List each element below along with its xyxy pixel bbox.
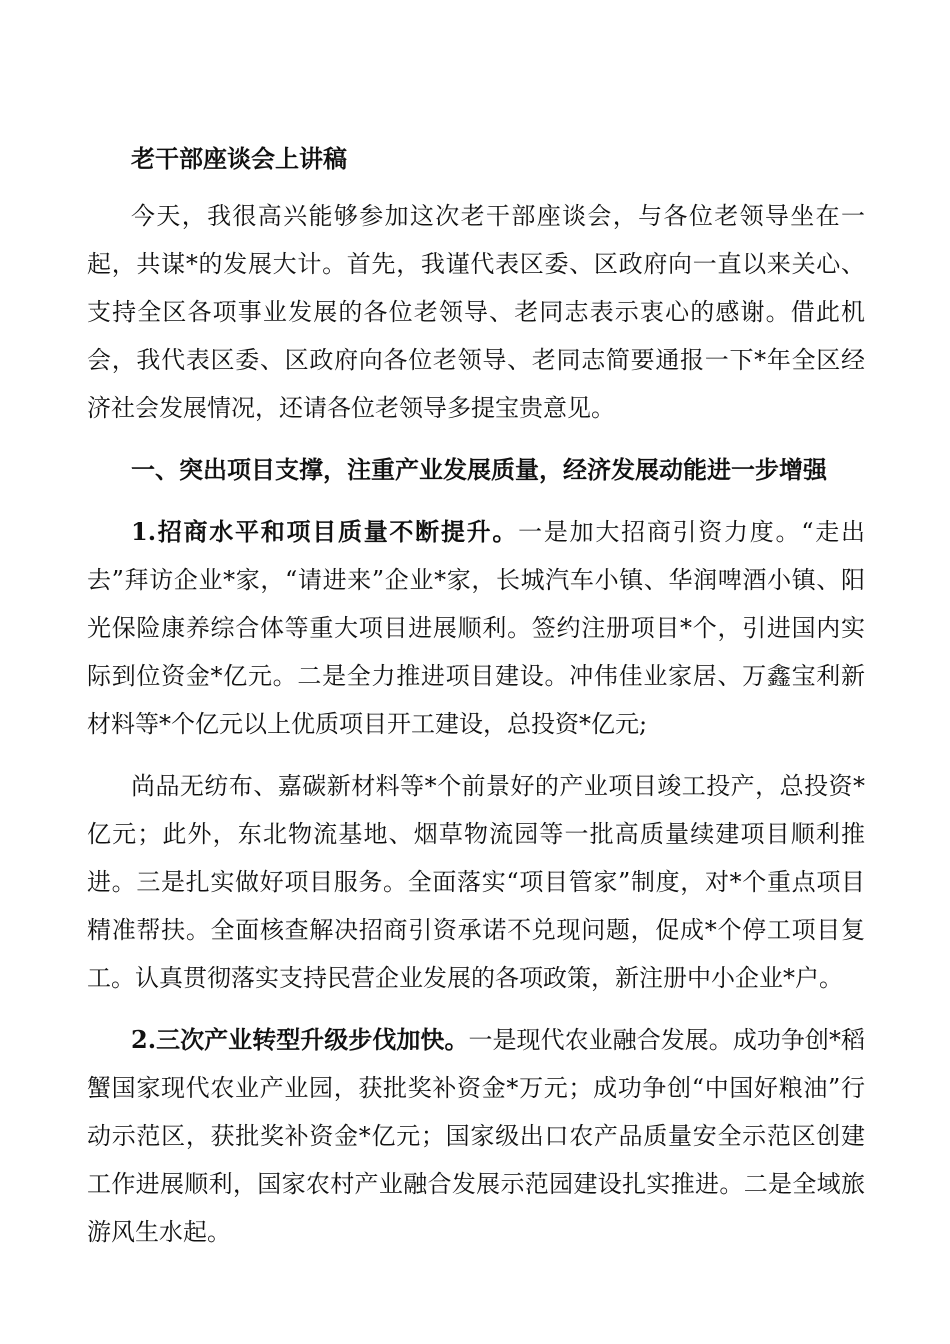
intro-paragraph: 今天，我很高兴能够参加这次老干部座谈会，与各位老领导坐在一起，共谋*的发展大计。首先，我谨代表区委、区政府向一直以来关心、支持全区各项事业发展的各位老领导、老同志表示衷心的感谢。借此机会，我代表区委、区政府向各位老领导、老同志简要通报一下*年全区经济社会发展情况，还请各位老领导多提宝贵意见。 [87,202,865,422]
section-1-heading: 一、突出项目支撑，注重产业发展质量，经济发展动能进一步增强 [131,455,827,484]
document-page [87,140,865,1270]
item-1-continued-paragraph: 尚品无纺布、嘉碳新材料等*个前景好的产业项目竣工投产，总投资*亿元；此外，东北物流基地、烟草物流园等一批高质量续建项目顺利推进。三是扎实做好项目服务。全面落实“项目管家”制度，对*个重点项目精准帮扶。全面核查解决招商引资承诺不兑现问题，促成*个停工项目复工。认真贯彻落实支持民营企业发展的各项政策，新注册中小企业*户。 [87,772,865,992]
item-2-text: 一是现代农业融合发展。成功争创*稻蟹国家现代农业产业园，获批奖补资金*万元；成功争创“中国好粮油”行动示范区，获批奖补资金*亿元；国家级出口农产品质量安全示范区创建工作进展顺利，国家农村产业融合发展示范园建设扎实推进。二是全域旅游风生水起。 [87,1026,865,1246]
item-2-paragraph [87,1016,865,1256]
item-1-text: 一是加大招商引资力度。“走出去”拜访企业*家，“请进来”企业*家，长城汽车小镇、华润啤酒小镇、阳光保险康养综合体等重大项目进展顺利。签约注册项目*个，引进国内实际到位资金*亿元。二是全力推进项目建设。冲伟佳业家居、万鑫宝利新材料等*个亿元以上优质项目开工建设，总投资*亿元; [87,518,865,738]
item-1-lead: 1.招商水平和项目质量不断提升。 [131,517,519,546]
item-1-paragraph [87,508,865,748]
item-2-lead: 2.三次产业转型升级步伐加快。 [131,1025,469,1054]
document-title: 老干部座谈会上讲稿 [131,144,347,173]
